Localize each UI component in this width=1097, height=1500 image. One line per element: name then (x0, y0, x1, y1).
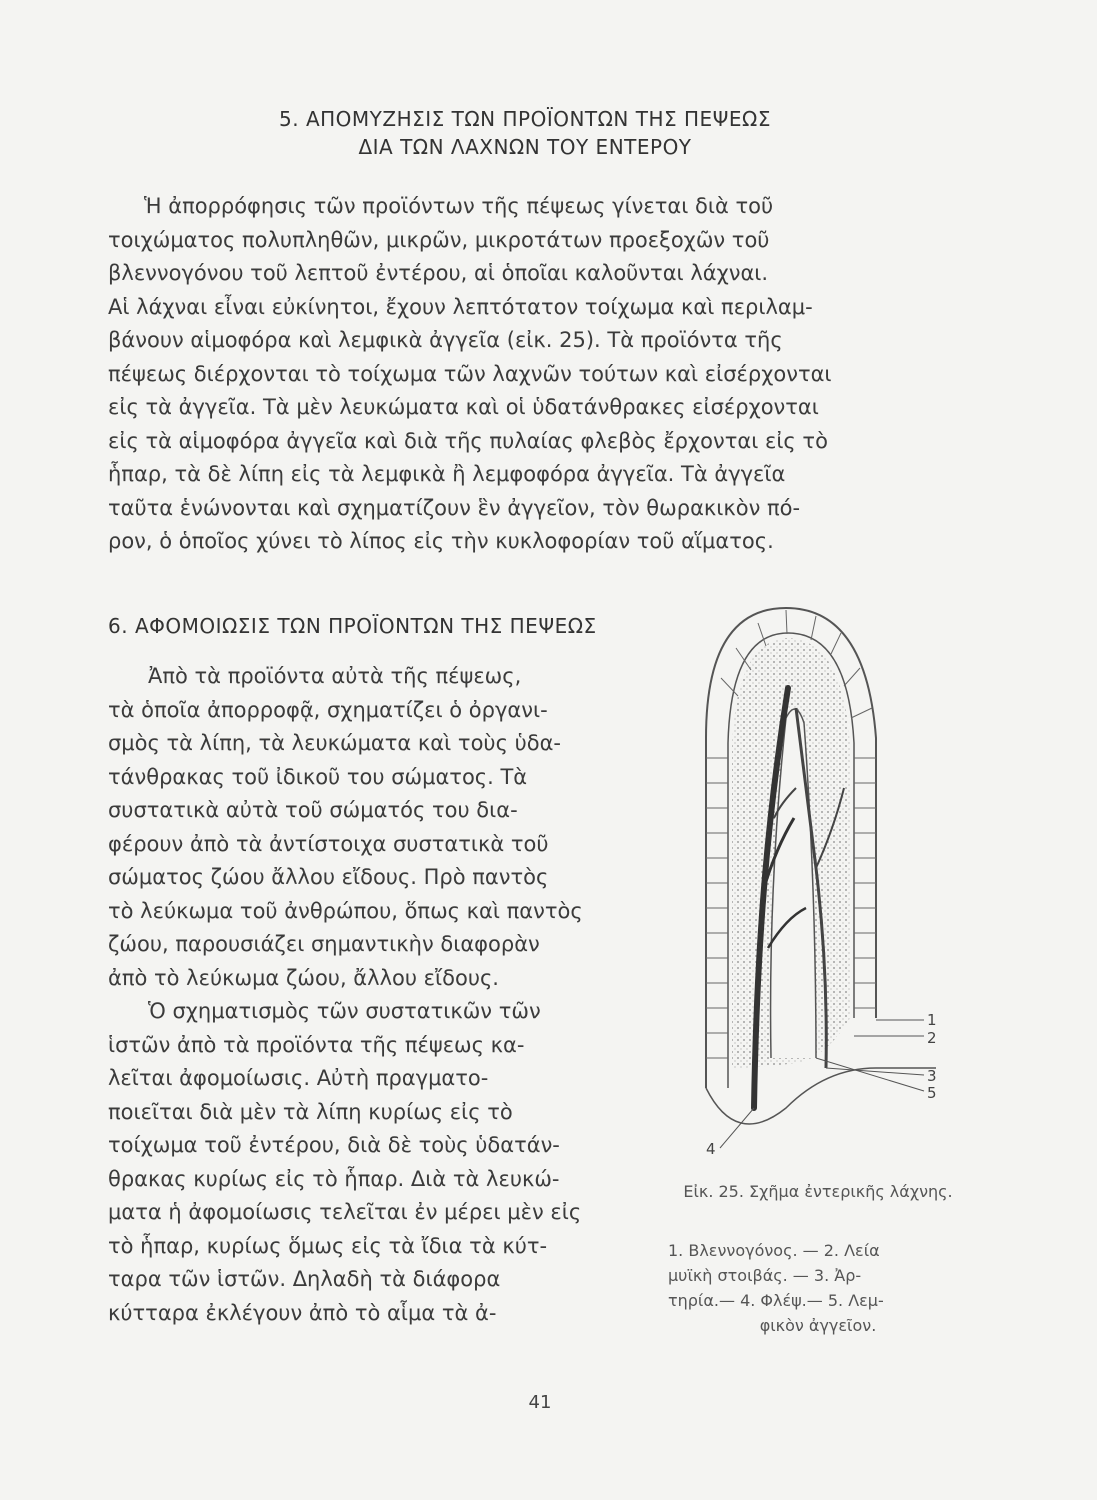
text-line: ταρα τῶν ἱστῶν. Δηλαδὴ τὰ διάφορα (108, 1267, 501, 1291)
text-line: συστατικὰ αὐτὰ τοῦ σώματός του δια- (108, 798, 518, 822)
section-6-paragraph (108, 660, 643, 1330)
figure-legend (668, 1238, 968, 1338)
text-line: Ἀπὸ τὰ προϊόντα αὐτὰ τῆς πέψεως, (148, 664, 522, 688)
legend-line: φικὸν ἀγγεῖον. (759, 1316, 877, 1335)
text-line: φέρουν ἀπὸ τὰ ἀντίστοιχα συστατικὰ τοῦ (108, 831, 549, 856)
villus-diagram (676, 588, 966, 1158)
text-line: σμὸς τὰ λίπη, τὰ λευκώματα καὶ τοὺς ὑδα- (108, 731, 561, 755)
section-6-heading: 6. ΑΦΟΜΟΙΩΣΙΣ ΤΩΝ ΠΡΟΪΟΝΤΩΝ ΤΗΣ ΠΕΨΕΩΣ (108, 614, 597, 638)
text-line: Αἱ λάχναι εἶναι εὐκίνητοι, ἔχουν λεπτότατον τοίχωμα καὶ περιλαμ- (108, 294, 813, 319)
text-line: ἱστῶν ἀπὸ τὰ προϊόντα τῆς πέψεως κα- (108, 1032, 525, 1057)
text-line: ἀπὸ τὸ λεύκωμα ζώου, ἄλλου εἴδους. (108, 965, 499, 990)
text-line: Ὁ σχηματισμὸς τῶν συστατικῶν τῶν (148, 999, 541, 1023)
text-line: σώματος ζώου ἄλλου εἴδους. Πρὸ παντὸς (108, 865, 549, 889)
label-2: 2 (927, 1029, 937, 1047)
text-line: πέψεως διέρχονται τὸ τοίχωμα τῶν λαχνῶν τούτων καὶ εἰσέρχονται (108, 361, 832, 386)
text-line: ματα ἡ ἀφομοίωσις τελεῖται ἐν μέρει μὲν εἰς (108, 1200, 582, 1224)
section-5-title-line-1: 5. ΑΠΟΜΥΖΗΣΙΣ ΤΩΝ ΠΡΟΪΟΝΤΩΝ ΤΗΣ ΠΕΨΕΩΣ (279, 107, 771, 131)
text-line: τοιχώματος πολυπληθῶν, μικρῶν, μικροτάτων προεξοχῶν τοῦ (108, 227, 770, 252)
text-line: Ἡ ἀπορρόφησις τῶν προϊόντων τῆς πέψεως γίνεται διὰ τοῦ (144, 194, 774, 218)
text-line: κύτταρα ἐκλέγουν ἀπὸ τὸ αἷμα τὰ ἀ- (108, 1300, 497, 1325)
section-5-paragraph (108, 190, 948, 559)
text-line: ζώου, παρουσιάζει σημαντικὴν διαφορὰν (108, 932, 540, 956)
label-1: 1 (927, 1011, 937, 1029)
text-line: τοίχωμα τοῦ ἐντέρου, διὰ δὲ τοὺς ὑδατάν- (108, 1133, 560, 1157)
text-line: ποιεῖται διὰ μὲν τὰ λίπη κυρίως εἰς τὸ (108, 1099, 513, 1124)
text-line: τὸ λεύκωμα τοῦ ἀνθρώπου, ὅπως καὶ παντὸς (108, 898, 583, 923)
text-line: τὸ ἧπαρ, κυρίως ὅμως εἰς τὰ ἴδια τὰ κύτ- (108, 1233, 548, 1258)
section-5-title-line-2: ΔΙΑ ΤΩΝ ΛΑΧΝΩΝ ΤΟΥ ΕΝΤΕΡΟΥ (358, 135, 692, 159)
section-5-heading (230, 105, 820, 161)
text-line: βάνουν αἱμοφόρα καὶ λεμφικὰ ἀγγεῖα (εἰκ. 25). Τὰ προϊόντα τῆς (108, 328, 783, 352)
text-line: ρον, ὁ ὁποῖος χύνει τὸ λίπος εἰς τὴν κυκλοφορίαν τοῦ αἵματος. (108, 529, 774, 553)
legend-line: τηρία.— 4. Φλέψ.— 5. Λεμ- (668, 1291, 884, 1310)
text-line: ἧπαρ, τὰ δὲ λίπη εἰς τὰ λεμφικὰ ἢ λεμφοφόρα ἀγγεῖα. Τὰ ἀγγεῖα (108, 462, 786, 486)
label-4: 4 (706, 1140, 716, 1158)
legend-line: 1. Βλεννογόνος. — 2. Λεία (668, 1241, 880, 1260)
label-3: 3 (927, 1067, 937, 1085)
text-line: βλεννογόνου τοῦ λεπτοῦ ἐντέρου, αἱ ὁποῖαι καλοῦνται λάχναι. (108, 261, 769, 285)
text-line: ταῦτα ἑνώνονται καὶ σχηματίζουν ἓν ἀγγεῖον, τὸν θωρακικὸν πό- (108, 495, 801, 520)
label-5: 5 (927, 1084, 937, 1102)
text-line: λεῖται ἀφομοίωσις. Αὐτὴ πραγματο- (108, 1066, 489, 1090)
page-number: 41 (528, 1392, 552, 1413)
text-line: εἰς τὰ αἱμοφόρα ἀγγεῖα καὶ διὰ τῆς πυλαίας φλεβὸς ἔρχονται εἰς τὸ (108, 428, 828, 453)
figure-caption: Εἰκ. 25. Σχῆμα ἐντερικῆς λάχνης. (683, 1182, 953, 1201)
text-line: τάνθρακας τοῦ ἰδικοῦ του σώματος. Τὰ (108, 764, 528, 789)
text-line: τὰ ὁποῖα ἀπορροφᾷ, σχηματίζει ὁ ὀργανι- (108, 697, 548, 722)
text-line: εἰς τὰ ἀγγεῖα. Τὰ μὲν λευκώματα καὶ οἱ ὑδατάνθρακες εἰσέρχονται (108, 395, 819, 419)
text-line: θρακας κυρίως εἰς τὸ ἧπαρ. Διὰ τὰ λευκώ- (108, 1166, 560, 1191)
legend-line: μυϊκὴ στοιβάς. — 3. Ἀρ- (668, 1266, 862, 1285)
